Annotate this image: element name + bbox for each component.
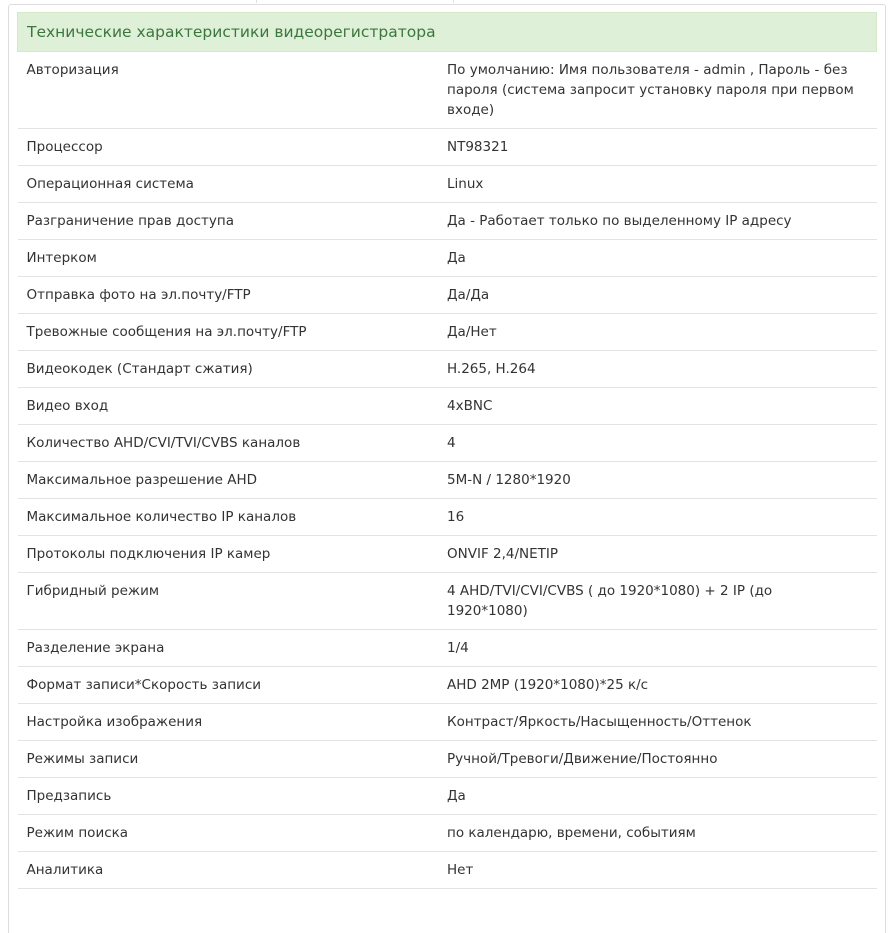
spec-label: Видеокодек (Стандарт сжатия) [18, 351, 448, 388]
table-row [18, 351, 877, 388]
spec-value: Да [447, 240, 877, 277]
spec-value: Да [447, 778, 877, 815]
spec-label: Формат записи*Скорость записи [18, 667, 448, 704]
specs-table [17, 12, 877, 889]
table-row [18, 52, 877, 129]
table-row [18, 573, 877, 630]
spec-value: Да - Работает только по выделенному IP адресу [447, 203, 877, 240]
table-row [18, 166, 877, 203]
spec-value: Нет [447, 852, 877, 889]
table-row [18, 240, 877, 277]
specs-table-body [18, 52, 877, 889]
spec-value: Да/Да [447, 277, 877, 314]
spec-label: Количество AHD/CVI/TVI/CVBS каналов [18, 425, 448, 462]
spec-value: 4 AHD/TVI/CVI/CVBS ( до 1920*1080) + 2 IP (до 1920*1080) [447, 573, 877, 630]
spec-label: Отправка фото на эл.почту/FTP [18, 277, 448, 314]
table-row [18, 667, 877, 704]
table-row [18, 462, 877, 499]
spec-label: Авторизация [18, 52, 448, 129]
spec-label: Предзапись [18, 778, 448, 815]
spec-label: Настройка изображения [18, 704, 448, 741]
table-row [18, 815, 877, 852]
spec-value: Контраст/Яркость/Насыщенность/Оттенок [447, 704, 877, 741]
table-row [18, 852, 877, 889]
spec-label: Операционная система [18, 166, 448, 203]
spec-value: 5M-N / 1280*1920 [447, 462, 877, 499]
spec-value: по календарю, времени, событиям [447, 815, 877, 852]
table-row [18, 129, 877, 166]
spec-value: H.265, H.264 [447, 351, 877, 388]
spec-value: NT98321 [447, 129, 877, 166]
table-row [18, 314, 877, 351]
spec-label: Разделение экрана [18, 630, 448, 667]
spec-label: Максимальное количество IP каналов [18, 499, 448, 536]
spec-label: Процессор [18, 129, 448, 166]
spec-label: Видео вход [18, 388, 448, 425]
table-row [18, 536, 877, 573]
specs-table-header-row [18, 13, 877, 52]
table-row [18, 388, 877, 425]
spec-value: ONVIF 2,4/NETIP [447, 536, 877, 573]
spec-label: Гибридный режим [18, 573, 448, 630]
spec-label: Протоколы подключения IP камер [18, 536, 448, 573]
spec-value: 4xBNC [447, 388, 877, 425]
spec-value: Linux [447, 166, 877, 203]
spec-label: Аналитика [18, 852, 448, 889]
spec-label: Тревожные сообщения на эл.почту/FTP [18, 314, 448, 351]
tab-edge [256, 0, 454, 3]
spec-label: Интерком [18, 240, 448, 277]
spec-label: Разграничение прав доступа [18, 203, 448, 240]
table-row [18, 778, 877, 815]
specs-table-title: Технические характеристики видеорегистратора [18, 13, 877, 52]
spec-value: AHD 2MP (1920*1080)*25 к/с [447, 667, 877, 704]
table-row [18, 741, 877, 778]
table-row [18, 277, 877, 314]
table-row [18, 499, 877, 536]
spec-value: 1/4 [447, 630, 877, 667]
spec-label: Максимальное разрешение AHD [18, 462, 448, 499]
spec-value: 4 [447, 425, 877, 462]
spec-value: 16 [447, 499, 877, 536]
spec-label: Режим поиска [18, 815, 448, 852]
table-row [18, 425, 877, 462]
spec-value: По умолчанию: Имя пользователя - admin , Пароль - без пароля (система запросит установку пароля при первом входе) [447, 52, 877, 129]
table-row [18, 704, 877, 741]
spec-label: Режимы записи [18, 741, 448, 778]
spec-value: Ручной/Тревоги/Движение/Постоянно [447, 741, 877, 778]
table-row [18, 630, 877, 667]
table-row [18, 203, 877, 240]
spec-value: Да/Нет [447, 314, 877, 351]
